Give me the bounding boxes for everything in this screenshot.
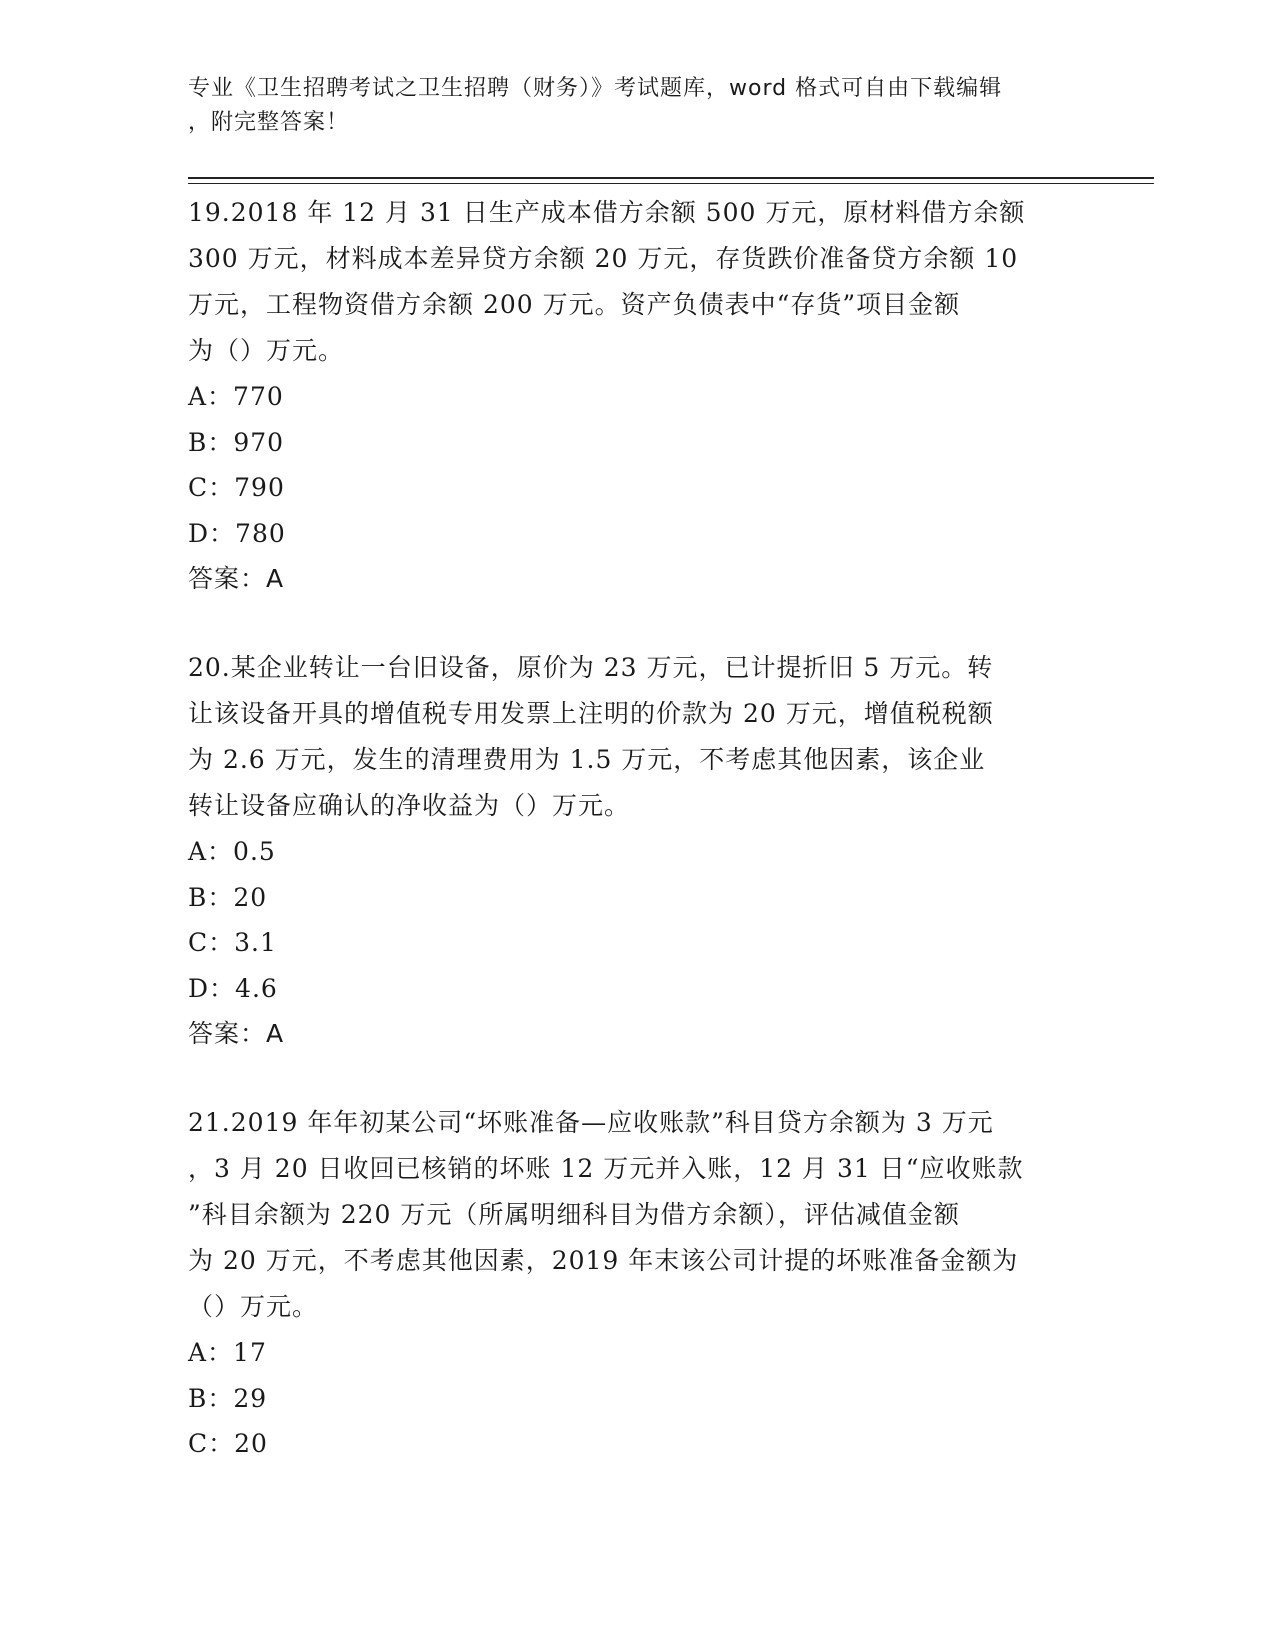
question-text-line: 19.2018 年 12 月 31 日生产成本借方余额 500 万元，原材料借方余额: [188, 198, 1026, 227]
question-text-line: （）万元。: [188, 1292, 319, 1321]
option-c: C：3.1: [188, 928, 277, 957]
option-b: B：20: [188, 882, 268, 912]
question-text-line: 让该设备开具的增值税专用发票上注明的价款为 20 万元，增值税税额: [188, 699, 994, 728]
question-text-line: 21.2019 年年初某公司“坏账准备—应收账款”科目贷方余额为 3 万元: [188, 1108, 994, 1137]
question-text-line: 万元，工程物资借方余额 200 万元。资产负债表中“存货”项目金额: [188, 290, 961, 319]
option-b: B：29: [188, 1383, 268, 1413]
option-c: C：20: [188, 1429, 268, 1458]
option-d: D：4.6: [188, 973, 278, 1003]
question-text-line: ”科目余额为 220 万元（所属明细科目为借方余额），评估减值金额: [188, 1200, 960, 1229]
option-a: A：17: [188, 1338, 267, 1367]
question-text-line: 为 2.6 万元，发生的清理费用为 1.5 万元，不考虑其他因素，该企业: [188, 745, 986, 774]
answer-label: 答案：A: [188, 1019, 285, 1048]
option-a: A：770: [188, 382, 284, 411]
option-c: C：790: [188, 473, 285, 502]
question-19: [188, 190, 1088, 602]
option-b: B：970: [188, 427, 285, 457]
answer-label: 答案：A: [188, 564, 285, 593]
question-21: [188, 1100, 1088, 1467]
question-text-line: 为 20 万元，不考虑其他因素，2019 年末该公司计提的坏账准备金额为: [188, 1246, 1019, 1275]
header-divider-thin: [188, 183, 1154, 184]
document-header: [188, 72, 1088, 140]
header-line-1: 专业《卫生招聘考试之卫生招聘（财务）》考试题库，word 格式可自由下载编辑: [188, 76, 1003, 101]
question-text-line: 为（）万元。: [188, 336, 345, 365]
question-text-line: ，3 月 20 日收回已核销的坏账 12 万元并入账，12 月 31 日“应收账款: [188, 1154, 1024, 1183]
question-text-line: 20.某企业转让一台旧设备，原价为 23 万元，已计提折旧 5 万元。转: [188, 653, 994, 682]
option-a: A：0.5: [188, 837, 276, 866]
header-line-2: ，附完整答案！: [188, 110, 350, 135]
question-text-line: 300 万元，材料成本差异贷方余额 20 万元，存货跌价准备贷方余额 10: [188, 244, 1019, 273]
question-text-line: 转让设备应确认的净收益为（）万元。: [188, 791, 631, 820]
option-d: D：780: [188, 518, 286, 548]
question-20: [188, 645, 1088, 1057]
header-divider-thick: [188, 177, 1154, 179]
